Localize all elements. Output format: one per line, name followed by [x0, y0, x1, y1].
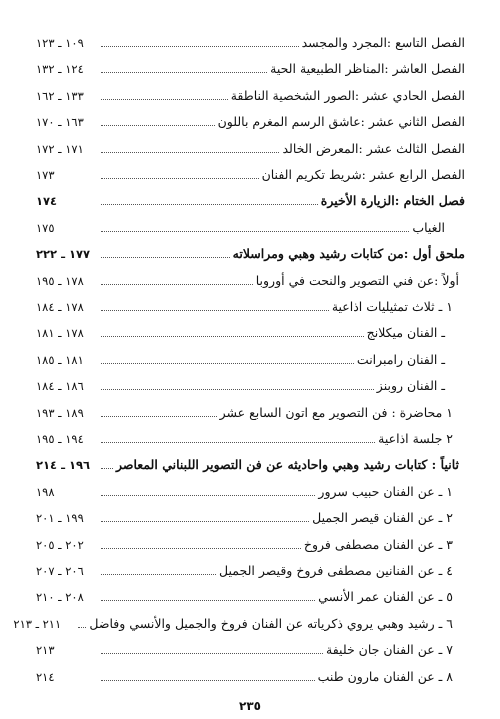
dot-leader	[101, 152, 279, 153]
dot-leader	[101, 521, 309, 522]
toc-entry-title: أولاً :عن فني التصوير والنحت في أوروبا	[255, 272, 459, 288]
toc-entry	[36, 192, 465, 210]
table-of-contents	[0, 34, 500, 694]
toc-entry-pages: ٢١٤	[36, 669, 55, 684]
dot-leader	[101, 99, 228, 100]
toc-entry-pages: ٢١٣	[36, 643, 55, 658]
toc-entry-pages: ٢٠٢ ـ ٢٠٥	[36, 537, 84, 552]
toc-entry	[36, 219, 465, 237]
toc-entry	[36, 536, 465, 554]
toc-entry-title: فصل الختام :الزيارة الأخيرة	[320, 193, 465, 209]
toc-entry	[36, 272, 465, 290]
toc-entry-pages: ١٧٨ ـ ١٨٤	[36, 300, 84, 314]
toc-entry-pages: ١٧٨ ـ ١٨١	[36, 326, 84, 341]
toc-entry	[36, 641, 465, 659]
toc-entry-pages: ١٧٣	[36, 168, 55, 182]
toc-entry-title: ملحق أول :من كتابات رشيد وهبي ومراسلاته	[232, 246, 465, 262]
toc-entry	[36, 245, 465, 263]
dot-leader	[101, 46, 299, 47]
toc-entry-title: ٢ ـ عن الفنان قيصر الجميل	[312, 510, 453, 526]
toc-entry	[36, 60, 465, 78]
toc-entry-title: ٣ ـ عن الفنان مصطفى فروخ	[303, 536, 453, 552]
dot-leader	[101, 336, 364, 337]
dot-leader	[101, 389, 374, 390]
dot-leader	[101, 495, 315, 496]
dot-leader	[101, 653, 323, 654]
toc-entry-pages: ١٣٣ ـ ١٦٢	[36, 88, 84, 103]
dot-leader	[101, 231, 409, 232]
toc-entry-title: ١ ـ ثلاث تمثيليات اذاعية	[331, 299, 453, 314]
dot-leader	[101, 600, 315, 601]
toc-entry-title: ٢ جلسة اذاعية	[378, 431, 453, 446]
toc-entry	[36, 588, 465, 606]
toc-entry-pages: ١٧٥	[36, 220, 55, 235]
toc-entry-pages: ١٨٦ ـ ١٨٤	[36, 379, 84, 394]
toc-entry-pages: ١٢٤ ـ ١٣٢	[36, 62, 84, 77]
toc-entry-pages: ١٧٧ ـ ٢٢٢	[36, 247, 91, 262]
dot-leader	[78, 627, 86, 628]
toc-entry-pages: ٢١١ ـ ٢١٣	[13, 616, 62, 631]
dot-leader	[101, 72, 267, 73]
dot-leader	[101, 178, 259, 179]
toc-entry-title: ـ الفنان ميكلانج	[366, 325, 445, 341]
toc-entry-title: ١ ـ عن الفنان حبيب سرور	[318, 483, 453, 499]
toc-entry	[36, 140, 465, 158]
toc-entry	[36, 113, 465, 131]
dot-leader	[101, 468, 113, 469]
toc-entry-pages: ١٨١ ـ ١٨٥	[36, 352, 84, 367]
toc-entry-pages: ١٩٤ ـ ١٩٥	[36, 432, 84, 446]
toc-entry-pages: ١٠٩ ـ ١٢٣	[36, 36, 84, 50]
dot-leader	[101, 416, 217, 417]
toc-entry-title: ـ الفنان روبنز	[376, 378, 445, 394]
dot-leader	[101, 680, 315, 681]
dot-leader	[101, 310, 329, 311]
toc-entry	[36, 509, 465, 527]
toc-entry	[36, 298, 465, 316]
toc-entry-title: ٥ ـ عن الفنان عمر الأنسي	[318, 589, 453, 605]
toc-entry-pages: ٢٠٨ ـ ٢١٠	[36, 590, 84, 605]
toc-entry-pages: ١٨٩ ـ ١٩٣	[36, 405, 84, 420]
dot-leader	[101, 284, 253, 285]
dot-leader	[101, 574, 216, 575]
toc-entry-pages: ١٩٩ ـ ٢٠١	[36, 511, 84, 526]
toc-entry	[36, 430, 465, 448]
toc-entry-title: ٦ ـ رشيد وهبي يروي ذكرياته عن الفنان فروخ والجميل والأنسي وفاضل	[89, 615, 453, 631]
page-number: ٢٣٥	[239, 699, 261, 713]
toc-entry-pages: ٢٠٦ ـ ٢٠٧	[36, 564, 84, 578]
toc-entry	[36, 668, 465, 686]
toc-entry-pages: ١٦٣ ـ ١٧٠	[36, 115, 84, 130]
toc-entry-title: ـ الفنان رامبرانت	[356, 351, 445, 367]
toc-entry	[36, 351, 465, 369]
dot-leader	[101, 548, 301, 549]
toc-entry-title: الفصل العاشر :المناظر الطبيعية الحية	[270, 61, 465, 77]
toc-entry-title: ٧ ـ عن الفنان جان خليفة	[326, 642, 453, 658]
toc-entry-title: ٨ ـ عن الفنان مارون طنب	[317, 668, 453, 684]
toc-entry-title: ١ محاضرة : فن التصوير مع اتون السابع عشر	[219, 404, 453, 420]
toc-entry	[36, 166, 465, 184]
toc-entry-pages: ١٩٦ ـ ٢١٤	[36, 458, 91, 473]
toc-entry	[13, 615, 465, 633]
toc-entry-title: الفصل الحادي عشر :الصور الشخصية الناطقة	[230, 87, 465, 103]
dot-leader	[101, 204, 318, 205]
dot-leader	[101, 363, 354, 364]
toc-entry-pages: ١٧١ ـ ١٧٢	[36, 141, 84, 156]
toc-entry	[36, 34, 465, 52]
toc-entry	[36, 483, 465, 501]
toc-entry-title: الفصل الثاني عشر :عاشق الرسم المغرم باللون	[217, 114, 465, 130]
toc-entry-title: ٤ ـ عن الفنانين مصطفى فروخ وقيصر الجميل	[219, 563, 453, 578]
toc-entry-title: الغياب	[412, 219, 445, 235]
toc-entry-title: ثانياً : كتابات رشيد وهبي واحاديثه عن فن التصوير اللبناني المعاصر	[115, 457, 459, 473]
toc-entry-title: الفصل الرابع عشر :شريط تكريم الفنان	[261, 167, 465, 182]
toc-entry	[36, 87, 465, 105]
toc-entry	[36, 456, 465, 474]
toc-entry-title: الفصل الثالث عشر :المعرض الخالد	[282, 140, 465, 156]
dot-leader	[101, 442, 375, 443]
dot-leader	[101, 257, 230, 258]
toc-entry-pages: ١٧٨ ـ ١٩٥	[36, 273, 84, 288]
toc-entry-pages: ١٩٨	[36, 484, 55, 499]
toc-entry-title: الفصل التاسع :المجرد والمجسد	[301, 35, 465, 50]
toc-entry-pages: ١٧٤	[36, 194, 58, 209]
toc-entry	[36, 404, 465, 422]
toc-entry	[36, 324, 465, 342]
dot-leader	[101, 125, 215, 126]
toc-entry	[36, 377, 465, 395]
toc-entry	[36, 562, 465, 580]
